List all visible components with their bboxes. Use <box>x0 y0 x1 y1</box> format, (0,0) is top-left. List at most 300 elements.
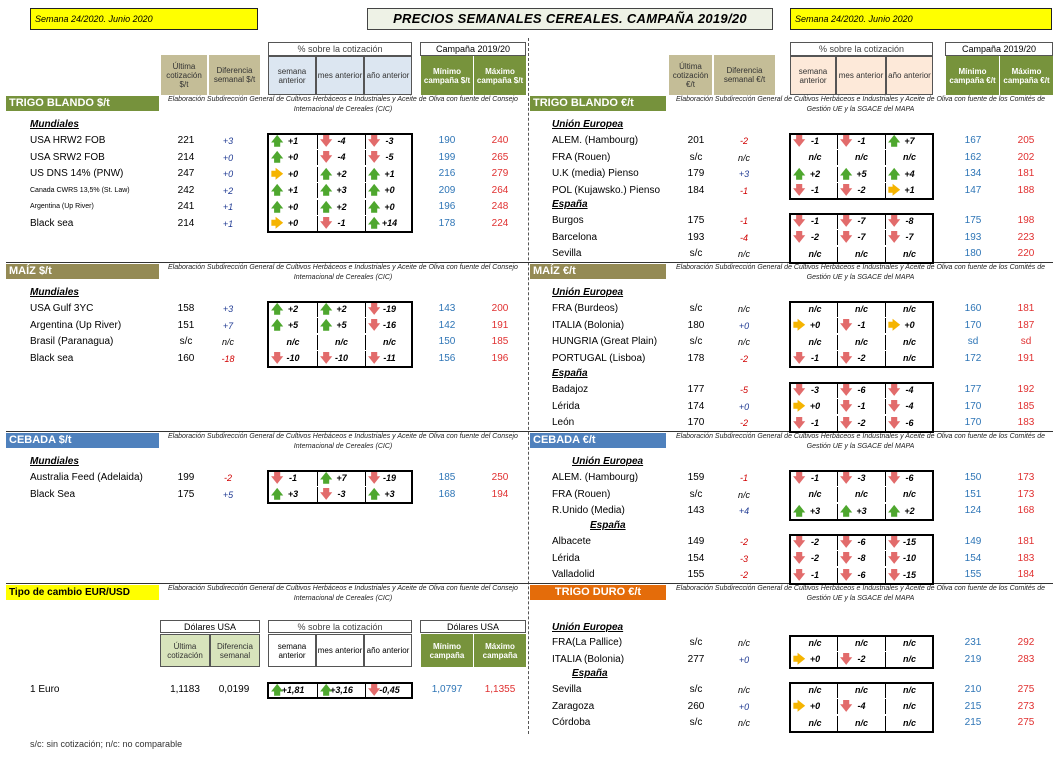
arrow-down-icon: 🡇 <box>840 470 853 485</box>
row-diff: +0 <box>222 152 234 163</box>
pct-value: -3 <box>385 135 394 146</box>
pct-value: -2 <box>857 185 866 195</box>
row-price: 151 <box>177 319 195 331</box>
arrow-up-icon: 🡅 <box>271 183 284 197</box>
pct-value: n/c <box>808 248 822 259</box>
row-price: s/c <box>689 151 703 163</box>
pct-value: -2 <box>857 417 866 428</box>
arrow-right-icon: 🡆 <box>888 318 901 332</box>
arrow-down-icon: 🡇 <box>888 399 901 413</box>
pct-value: -8 <box>905 215 914 226</box>
section-title-exchange: Tipo de cambio EUR/USD <box>6 585 159 600</box>
header-anio-eur: año anterior <box>886 56 933 95</box>
arrow-up-icon: 🡅 <box>320 301 333 316</box>
row-min: 175 <box>964 215 982 226</box>
row-diff: -1 <box>739 216 748 226</box>
arrow-down-icon: 🡇 <box>840 230 853 244</box>
row-max: 194 <box>491 488 509 500</box>
row-min: 215 <box>964 700 982 712</box>
row-diff: -2 <box>739 537 748 547</box>
pct-box <box>789 470 934 521</box>
exchange-pct-group: % sobre la cotización <box>268 620 412 633</box>
header-ultima-eur: Última cotización €/t <box>668 55 712 95</box>
pct-value: +3 <box>336 185 347 195</box>
arrow-up-icon: 🡅 <box>271 133 284 148</box>
exchange-max: 1,1355 <box>484 684 516 695</box>
row-max: 188 <box>1017 184 1035 196</box>
row-price: s/c <box>689 717 703 728</box>
arrow-down-icon: 🡇 <box>320 216 333 230</box>
group-subtitle: España <box>590 520 626 531</box>
row-max: 292 <box>1017 637 1035 648</box>
pct-value: n/c <box>382 336 396 347</box>
pct-value: -11 <box>383 353 396 363</box>
arrow-up-icon: 🡅 <box>320 683 333 697</box>
pct-value: n/c <box>902 701 916 711</box>
row-diff: -2 <box>739 136 748 146</box>
pct-value: -6 <box>857 569 866 580</box>
pct-value: +2 <box>336 303 347 314</box>
pct-value: -19 <box>382 303 396 314</box>
pct-value: +1 <box>904 185 915 195</box>
row-name: Albacete <box>552 536 591 547</box>
pct-value: +5 <box>287 320 299 330</box>
row-diff: +3 <box>222 136 234 146</box>
row-min: 180 <box>964 248 982 259</box>
pct-value: n/c <box>808 717 822 728</box>
row-name: USA HRW2 FOB <box>30 135 106 146</box>
pct-value: -6 <box>857 536 866 547</box>
pct-value: -2 <box>810 232 819 242</box>
row-price: 175 <box>177 488 195 500</box>
row-name: FRA (Burdeos) <box>552 303 619 314</box>
pct-box <box>789 301 934 368</box>
row-max: 191 <box>1017 352 1035 364</box>
arrow-down-icon: 🡇 <box>793 213 806 228</box>
row-max: 265 <box>491 151 509 163</box>
pct-value: n/c <box>854 248 868 259</box>
pct-value: -19 <box>382 472 396 483</box>
pct-box <box>789 682 934 733</box>
row-min: 151 <box>964 488 982 500</box>
row-diff: -1 <box>739 473 748 483</box>
row-name: Badajoz <box>552 384 589 395</box>
row-max: 185 <box>491 336 509 347</box>
row-price: 214 <box>177 151 195 163</box>
row-max: 264 <box>491 184 509 196</box>
row-min: 216 <box>438 168 456 179</box>
row-name: U.K (media) Pienso <box>552 168 639 179</box>
pct-value: n/c <box>808 152 822 162</box>
arrow-down-icon: 🡇 <box>793 230 806 244</box>
row-price: 241 <box>177 201 195 212</box>
arrow-up-icon: 🡅 <box>888 166 901 181</box>
arrow-down-icon: 🡇 <box>840 534 853 549</box>
row-price: 154 <box>687 552 705 564</box>
pct-box <box>789 534 934 585</box>
arrow-down-icon: 🡇 <box>320 487 333 501</box>
page-title: PRECIOS SEMANALES CEREALES. CAMPAÑA 2019/20 <box>367 8 773 30</box>
row-min: 154 <box>964 552 982 564</box>
row-diff: +4 <box>738 506 750 516</box>
row-diff: n/c <box>737 718 750 728</box>
row-max: 191 <box>491 319 509 331</box>
arrow-down-icon: 🡇 <box>793 551 806 565</box>
exchange-maximo-header: Máximo campaña <box>473 634 526 667</box>
arrow-up-icon: 🡅 <box>320 199 333 214</box>
arrow-up-icon: 🡅 <box>368 216 381 230</box>
pct-box <box>789 382 934 433</box>
row-diff: n/c <box>737 249 750 259</box>
row-name: Brasil (Paranagua) <box>30 336 114 347</box>
row-max: 202 <box>1017 151 1035 163</box>
pct-value: +5 <box>336 320 347 330</box>
arrow-right-icon: 🡆 <box>888 183 901 197</box>
pct-value: -3 <box>857 472 866 483</box>
arrow-right-icon: 🡆 <box>793 699 806 713</box>
source-note-cebada-usd: Elaboración Subdirección General de Cultivos Herbáceos e Industriales y Aceite de Oliva con fuente del Consejo Internacional de Cereales (CIC) <box>168 433 518 450</box>
header-mes-usd: mes anterior <box>316 56 364 95</box>
row-min: 170 <box>964 319 982 331</box>
pct-value: +7 <box>336 472 347 483</box>
pct-box <box>267 682 413 699</box>
arrow-down-icon: 🡇 <box>793 133 806 148</box>
row-price: 174 <box>687 400 705 412</box>
row-diff: -2 <box>739 353 748 364</box>
row-max: 196 <box>491 352 509 364</box>
section-title-maiz-eur: MAÍZ €/t <box>530 264 666 279</box>
row-max: sd <box>1020 336 1032 347</box>
row-diff: +3 <box>738 169 750 179</box>
row-name: ALEM. (Hambourg) <box>552 135 639 146</box>
arrow-down-icon: 🡇 <box>320 150 333 164</box>
pct-value: -1 <box>857 401 866 411</box>
row-name: Valladolid <box>552 569 595 580</box>
row-name: ITALIA (Bolonia) <box>552 653 625 665</box>
arrow-down-icon: 🡇 <box>793 567 806 582</box>
pct-value: n/c <box>808 303 822 314</box>
row-max: 192 <box>1017 384 1035 395</box>
arrow-down-icon: 🡇 <box>368 150 381 164</box>
pct-value: -1 <box>857 320 866 330</box>
row-max: 224 <box>491 217 509 229</box>
arrow-up-icon: 🡅 <box>320 166 333 181</box>
row-name: Lérida <box>552 400 580 412</box>
arrow-up-icon: 🡅 <box>271 487 284 501</box>
row-min: 190 <box>438 135 456 146</box>
arrow-down-icon: 🡇 <box>840 183 853 197</box>
arrow-down-icon: 🡇 <box>271 351 284 365</box>
arrow-down-icon: 🡇 <box>271 470 284 485</box>
row-price: s/c <box>689 248 703 259</box>
exchange-minimo-header: Mínimo campaña <box>420 634 473 667</box>
row-diff: -2 <box>739 418 748 428</box>
row-name: León <box>552 417 575 428</box>
pct-value: +2 <box>287 303 299 314</box>
row-name: Australia Feed (Adelaida) <box>30 472 143 483</box>
arrow-down-icon: 🡇 <box>793 351 806 365</box>
row-diff: +0 <box>222 169 234 179</box>
header-mes-eur: mes anterior <box>836 56 886 95</box>
row-price: s/c <box>689 303 703 314</box>
row-name: Córdoba <box>552 717 591 728</box>
pct-value: -10 <box>902 553 916 563</box>
footnote: s/c: sin cotización; n/c: no comparable <box>30 739 183 749</box>
row-max: 200 <box>491 303 509 314</box>
row-diff: -1 <box>739 185 748 196</box>
header-campaign-usd: Campaña 2019/20 <box>420 42 526 56</box>
row-name: Black Sea <box>30 488 76 500</box>
pct-value: n/c <box>334 336 348 347</box>
exchange-ultima-header: Última cotización <box>160 634 210 667</box>
row-diff: -2 <box>223 473 232 483</box>
exchange-anio-header: año anterior <box>364 634 412 667</box>
row-name: R.Unido (Media) <box>552 505 625 516</box>
exchange-mes-header: mes anterior <box>316 634 364 667</box>
arrow-up-icon: 🡅 <box>320 470 333 485</box>
pct-value: +4 <box>904 168 915 179</box>
row-min: 231 <box>964 637 982 648</box>
pct-value: -1 <box>288 472 297 483</box>
row-max: 183 <box>1017 552 1035 564</box>
row-max: 187 <box>1017 319 1035 331</box>
arrow-up-icon: 🡅 <box>271 318 284 332</box>
arrow-up-icon: 🡅 <box>271 150 284 164</box>
row-diff: -5 <box>739 385 748 395</box>
pct-value: +0 <box>287 218 299 228</box>
row-name: Argentina (Up River) <box>30 319 122 331</box>
arrow-down-icon: 🡇 <box>888 213 901 228</box>
pct-value: +0 <box>384 201 395 212</box>
pct-value: n/c <box>854 303 868 314</box>
row-min: 209 <box>438 184 456 196</box>
pct-value: -1 <box>810 353 819 363</box>
pct-value: -15 <box>902 536 916 547</box>
header-campaign-eur: Campaña 2019/20 <box>945 42 1053 56</box>
pct-value: -3 <box>810 384 819 395</box>
row-diff: n/c <box>737 152 750 163</box>
pct-value: -6 <box>905 472 914 483</box>
header-minimo-usd: Mínimo campaña $/t <box>420 56 473 95</box>
arrow-down-icon: 🡇 <box>368 318 381 332</box>
pct-value: -2 <box>810 553 819 563</box>
row-diff: +1 <box>222 218 234 229</box>
row-min: 149 <box>964 536 982 547</box>
pct-value: +1 <box>287 135 299 146</box>
row-price: 178 <box>687 352 705 364</box>
row-name: Barcelona <box>552 231 598 243</box>
group-subtitle: Mundiales <box>30 456 79 467</box>
row-price: s/c <box>689 336 703 347</box>
row-name: HUNGRIA (Great Plain) <box>552 336 658 347</box>
pct-value: -2 <box>857 353 866 363</box>
pct-value: +0 <box>287 152 299 162</box>
arrow-up-icon: 🡅 <box>368 199 381 214</box>
pct-value: -10 <box>334 353 348 363</box>
row-min: 196 <box>438 201 456 212</box>
row-diff: -2 <box>739 570 748 580</box>
pct-value: -3 <box>337 489 346 499</box>
arrow-down-icon: 🡇 <box>368 470 381 485</box>
row-diff: +7 <box>222 320 234 331</box>
pct-value: -1 <box>810 569 819 580</box>
source-note-duro-eur: Elaboración Subdirección General de Cultivos Herbáceos e Industriales y Aceite de Oliva con fuente de los Comités de Gestión UE y la SGACE del MAPA <box>676 585 1045 602</box>
row-name: Lérida <box>552 552 580 564</box>
exchange-diferencia-header: Diferencia semanal <box>210 634 260 667</box>
row-min: 160 <box>964 303 982 314</box>
pct-value: +1 <box>287 185 299 195</box>
header-maximo-eur: Máximo campaña €/t <box>999 56 1053 95</box>
row-min: 162 <box>964 151 982 163</box>
pct-value: n/c <box>902 303 916 314</box>
header-diferencia-eur: Diferencia semanal €/t <box>713 55 775 95</box>
row-price: 143 <box>687 505 705 516</box>
pct-value: +2 <box>336 168 347 179</box>
arrow-down-icon: 🡇 <box>840 551 853 565</box>
row-max: 205 <box>1017 135 1035 146</box>
source-note-trigo-usd: Elaboración Subdirección General de Cultivos Herbáceos e Industriales y Aceite de Oliva con fuente del Consejo Internacional de Cereales (CIC) <box>168 96 518 113</box>
header-pct-group-eur: % sobre la cotización <box>790 42 933 56</box>
pct-value: -1 <box>337 218 346 228</box>
pct-value: +3 <box>809 505 821 516</box>
arrow-down-icon: 🡇 <box>888 534 901 549</box>
pct-value: +1,81 <box>281 685 305 695</box>
group-subtitle: España <box>552 199 588 210</box>
row-diff: n/c <box>737 685 750 695</box>
arrow-down-icon: 🡇 <box>368 683 381 697</box>
row-price: 158 <box>177 303 195 314</box>
row-diff: +0 <box>738 701 750 712</box>
group-subtitle: Mundiales <box>30 119 79 130</box>
pct-value: +2 <box>904 505 915 516</box>
pct-value: -2 <box>857 654 866 664</box>
arrow-down-icon: 🡇 <box>888 567 901 582</box>
row-min: 199 <box>438 151 456 163</box>
source-note-maiz-eur: Elaboración Subdirección General de Cultivos Herbáceos e Industriales y Aceite de Oliva con fuente de los Comités de Gestión UE y la SGACE del MAPA <box>676 264 1045 281</box>
pct-value: +0 <box>384 185 395 195</box>
pct-value: -4 <box>857 701 866 711</box>
arrow-down-icon: 🡇 <box>793 470 806 485</box>
group-subtitle: Mundiales <box>30 287 79 298</box>
row-max: 248 <box>491 201 509 212</box>
row-diff: +0 <box>738 320 750 331</box>
header-minimo-eur: Mínimo campaña €/t <box>945 56 999 95</box>
row-price: s/c <box>179 336 193 347</box>
arrow-up-icon: 🡅 <box>840 503 853 518</box>
pct-value: +2 <box>809 168 821 179</box>
row-name: Sevilla <box>552 684 582 695</box>
group-subtitle: Unión Europea <box>552 287 624 298</box>
exchange-name: 1 Euro <box>30 684 60 695</box>
pct-value: -4 <box>337 152 346 162</box>
row-diff: n/c <box>737 489 750 500</box>
row-min: 170 <box>964 400 982 412</box>
pct-value: n/c <box>902 353 916 363</box>
arrow-up-icon: 🡅 <box>271 199 284 214</box>
row-max: 181 <box>1017 536 1035 547</box>
pct-value: -4 <box>905 384 914 395</box>
row-name: Burgos <box>552 215 584 226</box>
section-title-trigo-eur: TRIGO BLANDO €/t <box>530 96 666 111</box>
row-max: 183 <box>1017 417 1035 428</box>
row-name: Zaragoza <box>552 700 595 712</box>
exchange-diff: 0,0199 <box>218 684 250 695</box>
row-price: 180 <box>687 319 705 331</box>
row-max: 181 <box>1017 168 1035 179</box>
pct-value: +0 <box>287 201 299 212</box>
row-price: s/c <box>689 488 703 500</box>
row-max: 173 <box>1017 488 1035 500</box>
pct-value: +0 <box>809 401 821 411</box>
pct-value: -7 <box>857 232 866 242</box>
row-max: 223 <box>1017 231 1035 243</box>
row-diff: -4 <box>739 232 748 243</box>
arrow-down-icon: 🡇 <box>368 351 381 365</box>
pct-value: -2 <box>810 536 819 547</box>
arrow-up-icon: 🡅 <box>888 503 901 518</box>
arrow-down-icon: 🡇 <box>840 415 853 430</box>
row-name: FRA (Rouen) <box>552 151 611 163</box>
pct-value: n/c <box>808 637 822 648</box>
row-max: 250 <box>491 472 509 483</box>
pct-value: +3,16 <box>330 685 353 695</box>
exchange-semana-header: semana anterior <box>268 634 316 667</box>
row-price: 193 <box>687 231 705 243</box>
arrow-right-icon: 🡆 <box>793 318 806 332</box>
row-price: 160 <box>177 352 195 364</box>
row-name: PORTUGAL (Lisboa) <box>552 352 646 364</box>
row-min: 219 <box>964 653 982 665</box>
pct-value: +0 <box>904 320 915 330</box>
pct-value: n/c <box>902 248 916 259</box>
row-price: 184 <box>687 184 705 196</box>
row-price: 170 <box>687 417 705 428</box>
row-diff: -18 <box>221 353 235 364</box>
row-max: 283 <box>1017 653 1035 665</box>
row-min: 168 <box>438 488 456 500</box>
row-min: 178 <box>438 217 456 229</box>
arrow-up-icon: 🡅 <box>368 183 381 197</box>
pct-value: -1 <box>810 417 819 428</box>
row-name: FRA(La Pallice) <box>552 637 623 648</box>
arrow-down-icon: 🡇 <box>793 382 806 397</box>
section-title-duro-eur: TRIGO DURO €/t <box>530 585 666 600</box>
group-subtitle: Unión Europea <box>552 622 624 633</box>
arrow-up-icon: 🡅 <box>368 166 381 181</box>
row-max: 220 <box>1017 248 1035 259</box>
row-min: 185 <box>438 472 456 483</box>
row-min: 150 <box>438 336 456 347</box>
header-semana-eur: semana anterior <box>790 56 836 95</box>
row-max: 275 <box>1017 684 1035 695</box>
row-max: 184 <box>1017 569 1035 580</box>
arrow-up-icon: 🡅 <box>368 487 381 501</box>
row-min: sd <box>967 336 979 347</box>
arrow-down-icon: 🡇 <box>840 567 853 582</box>
row-name: Black sea <box>30 217 74 229</box>
header-maximo-usd: Máximo campaña $/t <box>473 56 526 95</box>
row-min: 155 <box>964 569 982 580</box>
row-min: 147 <box>964 184 982 196</box>
arrow-down-icon: 🡇 <box>793 534 806 549</box>
row-diff: +3 <box>222 304 234 314</box>
row-min: 215 <box>964 717 982 728</box>
arrow-right-icon: 🡆 <box>793 399 806 413</box>
pct-box <box>267 301 413 368</box>
row-diff: n/c <box>221 337 234 347</box>
arrow-down-icon: 🡇 <box>888 470 901 485</box>
source-note-trigo-eur: Elaboración Subdirección General de Cultivos Herbáceos e Industriales y Aceite de Oliva con fuente de los Comités de Gestión UE y la SGACE del MAPA <box>676 96 1045 113</box>
